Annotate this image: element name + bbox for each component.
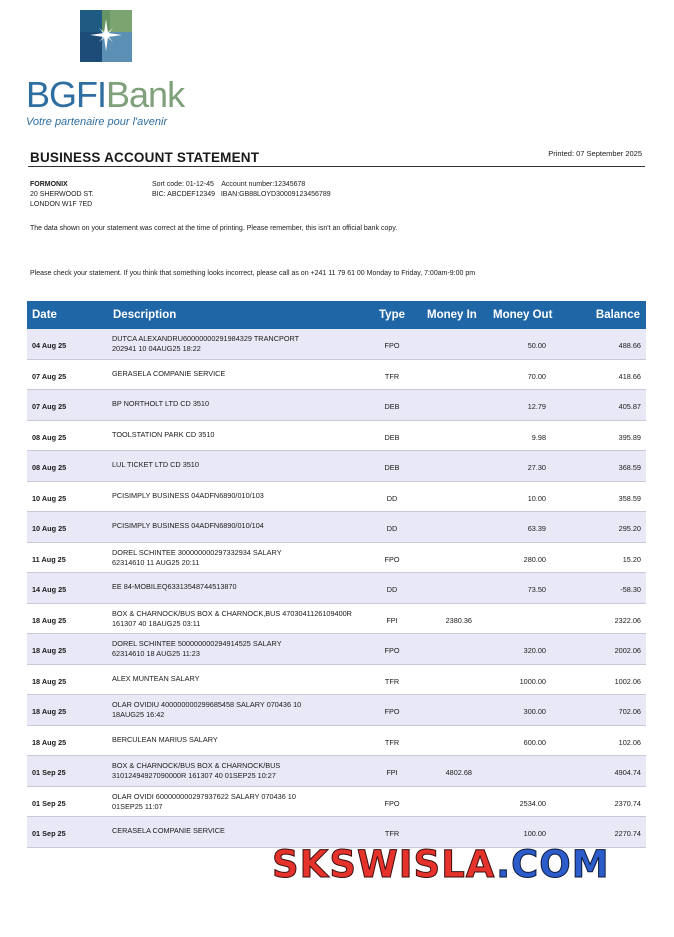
cell-date: 18 Aug 25 xyxy=(32,676,67,686)
table-row xyxy=(27,756,646,787)
cell-date: 14 Aug 25 xyxy=(32,585,67,594)
column-header-balance: Balance xyxy=(595,309,640,321)
cell-date: 10 Aug 25 xyxy=(32,493,67,503)
cell-type: DEB xyxy=(384,463,400,472)
cell-date: 07 Aug 25 xyxy=(32,371,67,381)
cell-type: FPO xyxy=(384,554,400,564)
cell-date: 07 Aug 25 xyxy=(32,402,67,411)
cell-money-out: 2534.00 xyxy=(519,798,546,808)
cell-description xyxy=(112,582,382,592)
cell-balance: 358.59 xyxy=(618,493,641,503)
description-line2: 202941 10 04AUG25 18:22 xyxy=(112,344,201,353)
cell-type: FPO xyxy=(384,798,400,808)
cell-money-out: 9.98 xyxy=(531,432,546,442)
cell-description xyxy=(112,548,382,568)
bank-logo xyxy=(26,76,184,114)
cell-date: 01 Sep 25 xyxy=(32,829,66,838)
title-divider xyxy=(28,166,645,167)
customer-address xyxy=(30,180,94,210)
cell-date: 18 Aug 25 xyxy=(32,615,67,625)
cell-balance: 295.20 xyxy=(618,524,641,533)
table-row xyxy=(27,329,646,360)
table-row xyxy=(27,421,646,452)
column-header-type: Type xyxy=(379,309,405,321)
cell-date: 10 Aug 25 xyxy=(32,524,67,533)
cell-description xyxy=(112,674,382,684)
cell-money-out: 50.00 xyxy=(527,341,546,350)
description-line1: BOX & CHARNOCK/BUS BOX & CHARNOCK,BUS 4703041126109400R xyxy=(112,608,352,618)
description-line2: 161307 40 18AUG25 03:11 xyxy=(112,618,201,628)
customer-address-line2: LONDON W1F 7ED xyxy=(30,201,93,208)
cell-money-in: 4802.68 xyxy=(445,768,472,777)
column-header-date: Date xyxy=(32,309,57,321)
bank-tagline: Votre partenaire pour l'avenir xyxy=(26,116,168,128)
cell-type: TFR xyxy=(384,676,400,686)
cell-description xyxy=(112,334,382,354)
description-line1: ALEX MUNTEAN SALARY xyxy=(112,673,200,683)
cell-balance: 488.66 xyxy=(618,341,641,350)
description-line2: 18AUG25 16:42 xyxy=(112,710,165,719)
description-line2: 31012494927090000R 161307 40 01SEP25 10:27 xyxy=(112,771,276,780)
cell-type: FPI xyxy=(386,768,398,777)
description-line1: CERASELA COMPANIE SERVICE xyxy=(112,826,225,835)
description-line1: DOREL SCHINTEE 300000000297332934 SALARY xyxy=(112,547,282,557)
cell-date: 04 Aug 25 xyxy=(32,341,67,350)
cell-money-out: 70.00 xyxy=(527,371,546,381)
cell-money-out: 600.00 xyxy=(523,737,546,747)
customer-address-line1: 20 SHERWOOD ST. xyxy=(30,191,94,198)
column-header-money-out: Money Out xyxy=(493,309,553,321)
cell-money-out: 320.00 xyxy=(523,646,546,655)
cell-date: 18 Aug 25 xyxy=(32,646,67,655)
description-line1: GERASELA COMPANIE SERVICE xyxy=(112,368,226,378)
customer-name: FORMONIX xyxy=(30,181,68,188)
cell-balance: 702.06 xyxy=(618,707,641,716)
cell-description xyxy=(112,792,382,812)
cell-description xyxy=(112,491,382,501)
cell-date: 11 Aug 25 xyxy=(32,554,66,564)
table-row xyxy=(27,726,646,757)
cell-description xyxy=(112,735,382,745)
description-line1: TOOLSTATION PARK CD 3510 xyxy=(112,429,215,439)
table-row xyxy=(27,543,646,574)
transactions-table xyxy=(27,301,646,848)
cell-description xyxy=(112,399,382,409)
cell-balance: 102.06 xyxy=(618,737,641,747)
table-body xyxy=(27,329,646,848)
cell-date: 08 Aug 25 xyxy=(32,463,67,472)
cell-description xyxy=(112,609,382,629)
cell-money-out: 27.30 xyxy=(527,463,546,472)
contact-notice: Please check your statement. If you think that something looks incorrect, please call as on +241 11 79 61 00 Monday to Friday, 7:00am-9:00 pm xyxy=(30,270,476,277)
description-line1: BP NORTHOLT LTD CD 3510 xyxy=(112,399,210,408)
cell-type: FPI xyxy=(386,615,398,625)
description-line1: LUL TICKET LTD CD 3510 xyxy=(112,460,199,469)
table-row xyxy=(27,360,646,391)
description-line1: PCISIMPLY BUSINESS 04ADFN6890/010/103 xyxy=(112,490,264,500)
cell-description xyxy=(112,826,382,836)
cell-type: FPO xyxy=(384,707,400,716)
account-details xyxy=(152,180,331,200)
description-line1: OLAR OVIDI 600000000297937622 SALARY 070436 10 xyxy=(112,791,296,801)
bank-logo-mark xyxy=(80,10,132,62)
cell-type: TFR xyxy=(384,737,400,747)
cell-type: TFR xyxy=(384,371,400,381)
description-line2: 62314610 18 AUG25 11:23 xyxy=(112,649,200,658)
cell-balance: -58.30 xyxy=(620,585,641,594)
description-line2: 01SEP25 11:07 xyxy=(112,801,163,811)
bank-name-part1: BGFI xyxy=(26,74,107,115)
cell-description xyxy=(112,639,382,659)
cell-money-out: 73.50 xyxy=(527,585,546,594)
description-line2: 62314610 11 AUG25 20:11 xyxy=(112,557,200,567)
cell-money-out: 280.00 xyxy=(523,554,546,564)
cell-type: DEB xyxy=(384,402,400,411)
cell-date: 08 Aug 25 xyxy=(32,432,67,442)
accuracy-notice: The data shown on your statement was correct at the time of printing. Please remember, this isn't an official bank copy. xyxy=(30,225,398,232)
cell-balance: 4904.74 xyxy=(614,768,641,777)
watermark xyxy=(272,843,610,886)
table-row xyxy=(27,665,646,696)
cell-money-in: 2380.36 xyxy=(445,615,472,625)
table-header xyxy=(27,301,646,329)
cell-type: DD xyxy=(386,585,398,594)
description-line1: DUTCA ALEXANDRU60000000291984329 TRANCPORT xyxy=(112,334,300,343)
cell-type: TFR xyxy=(384,829,400,838)
table-row xyxy=(27,573,646,604)
cell-balance: 15.20 xyxy=(622,554,641,564)
table-row xyxy=(27,482,646,513)
cell-money-out: 1000.00 xyxy=(519,676,546,686)
cell-balance: 395.89 xyxy=(618,432,641,442)
cell-balance: 405.87 xyxy=(618,402,641,411)
printed-date: Printed: 07 September 2025 xyxy=(548,149,642,158)
table-row xyxy=(27,512,646,543)
cell-money-out: 12.79 xyxy=(527,402,546,411)
column-header-money-in: Money In xyxy=(427,309,477,321)
description-line1: OLAR OVIDIU 400000000299685458 SALARY 070436 10 xyxy=(112,700,302,709)
cell-type: DEB xyxy=(384,432,400,442)
account-line2: BIC: ABCDEF12349 IBAN:GB88LOYD30009123456789 xyxy=(152,191,331,198)
watermark-part1: SKSWISLA xyxy=(272,843,497,886)
cell-money-out: 300.00 xyxy=(523,707,546,716)
cell-balance: 368.59 xyxy=(618,463,641,472)
cell-date: 18 Aug 25 xyxy=(32,707,67,716)
cell-money-out: 63.39 xyxy=(527,524,546,533)
cell-date: 01 Sep 25 xyxy=(32,798,66,808)
page-title: BUSINESS ACCOUNT STATEMENT xyxy=(30,150,260,165)
cell-balance: 2270.74 xyxy=(614,829,641,838)
star-icon xyxy=(89,18,123,52)
table-row xyxy=(27,451,646,482)
cell-description xyxy=(112,700,382,720)
description-line1: PCISIMPLY BUSINESS 04ADFN6890/010/104 xyxy=(112,521,264,530)
description-line1: BERCULEAN MARIUS SALARY xyxy=(112,734,218,744)
cell-balance: 418.66 xyxy=(618,371,641,381)
table-row xyxy=(27,787,646,818)
cell-money-out: 100.00 xyxy=(523,829,546,838)
cell-date: 01 Sep 25 xyxy=(32,768,66,777)
table-row xyxy=(27,695,646,726)
cell-description xyxy=(112,430,382,440)
cell-description xyxy=(112,369,382,379)
cell-date: 18 Aug 25 xyxy=(32,737,67,747)
description-line1: EE 84-MOBILEQ63313548744513870 xyxy=(112,582,237,591)
cell-description xyxy=(112,460,382,470)
table-row xyxy=(27,634,646,665)
cell-balance: 1002.06 xyxy=(614,676,641,686)
watermark-part2: .COM xyxy=(496,843,610,886)
cell-description xyxy=(112,521,382,531)
table-row xyxy=(27,390,646,421)
cell-type: DD xyxy=(386,524,398,533)
table-row xyxy=(27,604,646,635)
cell-balance: 2370.74 xyxy=(614,798,641,808)
cell-balance: 2322.06 xyxy=(614,615,641,625)
cell-type: DD xyxy=(386,493,398,503)
cell-money-out: 10.00 xyxy=(527,493,546,503)
column-header-description: Description xyxy=(113,309,177,321)
cell-type: FPO xyxy=(384,646,400,655)
cell-balance: 2002.06 xyxy=(614,646,641,655)
bank-name-part2: Bank xyxy=(106,74,185,115)
cell-type: FPO xyxy=(384,341,400,350)
description-line1: DOREL SCHINTEE 500000000294914525 SALARY xyxy=(112,639,282,648)
description-line1: BOX & CHARNOCK/BUS BOX & CHARNOCK/BUS xyxy=(112,761,281,770)
cell-description xyxy=(112,761,382,781)
account-line1: Sort code: 01-12-45 Account number:12345678 xyxy=(152,181,306,188)
